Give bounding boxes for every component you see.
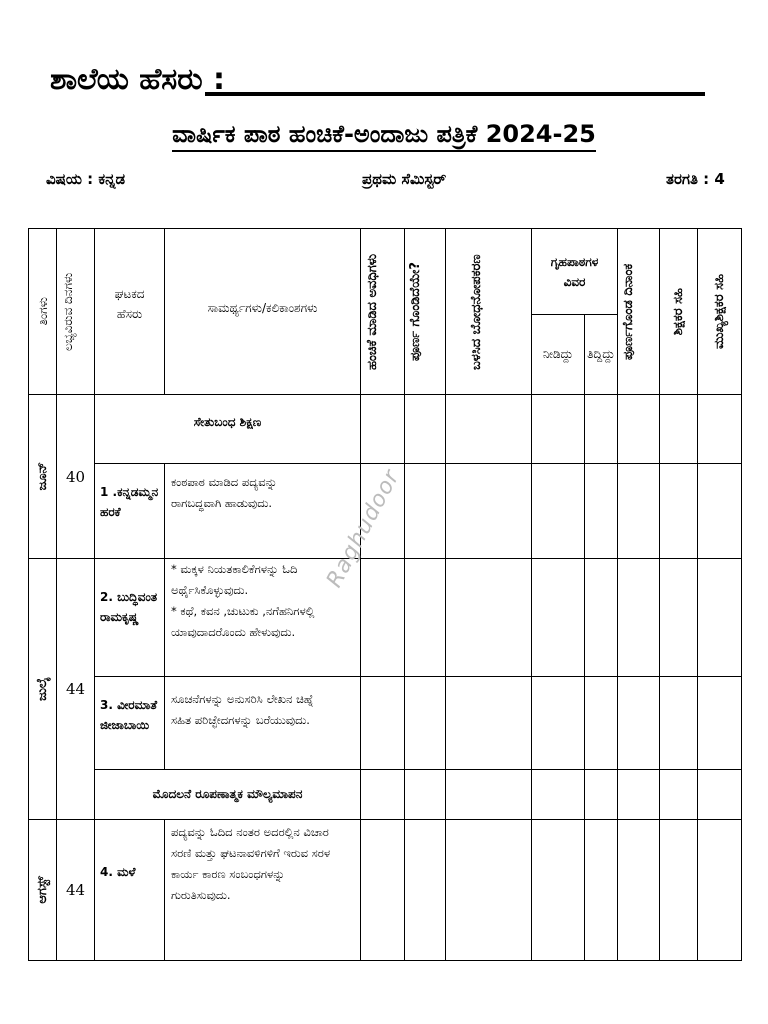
competency-line: ರಾಗಬದ್ಧವಾಗಿ ಹಾಡುವುದು.: [171, 496, 273, 510]
cell-empty: [698, 820, 742, 961]
cell-empty: [618, 820, 660, 961]
cell-empty: [405, 464, 446, 559]
month-june-text: ಜೂನ್: [35, 462, 50, 491]
grade-label: ತರಗತಿ : 4: [666, 170, 725, 188]
cell-empty: [585, 395, 618, 464]
header-completed: [405, 229, 446, 395]
unit-3-name: 3. ವೀರಮಾತೆ ಜೀಜಾಬಾಯಿ: [95, 677, 165, 770]
unit-4-competencies: [165, 820, 361, 961]
cell-empty: [532, 677, 585, 770]
header-completed-text: ಪೂರ್ಣ ಗೊಂಡಿದೆಯೇ?: [408, 262, 423, 361]
table-row: [29, 559, 742, 677]
cell-empty: [361, 559, 405, 677]
cell-empty: [660, 464, 698, 559]
cell-empty: [618, 559, 660, 677]
header-hm-sign-text: ಮುಖ್ಯಶಿಕ್ಷಕರ ಸಹಿ: [712, 273, 727, 349]
cell-empty: [660, 395, 698, 464]
competency-line: ಕಂಠಪಾಠ ಮಾಡಿದ ಪದ್ಯವನ್ನು: [171, 475, 278, 489]
bridge-course-text: ಸೇತುಬಂಧ ಶಿಕ್ಷಣ: [193, 415, 262, 429]
cell-empty: [585, 559, 618, 677]
unit-1-name: 1 .ಕನ್ನಡಮ್ಮನ ಹರಕೆ: [95, 464, 165, 559]
cell-empty: [698, 559, 742, 677]
month-july: [29, 559, 57, 820]
cell-empty: [446, 820, 532, 961]
header-homework-corrected-text: ತಿದ್ದಿದ್ದು: [587, 347, 615, 361]
days-june: [57, 395, 95, 559]
cell-empty: [532, 770, 585, 820]
header-tlm-text: ಬಳಸಿದ ಬೋಧನೋಪಕರಣ: [468, 253, 484, 370]
cell-empty: [532, 464, 585, 559]
cell-empty: [698, 395, 742, 464]
cell-empty: [361, 395, 405, 464]
month-august: [29, 820, 57, 961]
cell-empty: [698, 770, 742, 820]
unit-4-name: 4. ಮಳೆ: [95, 820, 165, 961]
competency-line: ಅರ್ಥೈಸಿಕೊಳ್ಳುವುದು.: [171, 583, 249, 597]
header-teacher-sign-text: ಶಿಕ್ಷಕರ ಸಹಿ: [671, 287, 686, 336]
cell-empty: [698, 677, 742, 770]
header-days: [57, 229, 95, 395]
cell-empty: [405, 395, 446, 464]
cell-empty: [446, 395, 532, 464]
document-title-text: ವಾರ್ಷಿಕ ಪಾಠ ಹಂಚಿಕೆ-ಅಂದಾಜು ಪತ್ರಿಕೆ 2024-25: [172, 120, 596, 152]
unit-1-competencies: [165, 464, 361, 559]
table-row: [29, 820, 742, 961]
header-unit: [95, 229, 165, 395]
cell-empty: [405, 820, 446, 961]
cell-empty: [660, 559, 698, 677]
competency-line: ಸೂಚನೆಗಳನ್ನು ಅನುಸರಿಸಿ ಲೇಖನ ಚಿಹ್ನೆ: [171, 692, 314, 706]
cell-empty: [532, 820, 585, 961]
cell-empty: [585, 677, 618, 770]
cell-empty: [361, 770, 405, 820]
cell-empty: [585, 464, 618, 559]
cell-empty: [361, 464, 405, 559]
header-competencies-text: ಸಾಮರ್ಥ್ಯಗಳು/ಕಲಿಕಾಂಶಗಳು: [207, 301, 318, 315]
header-month: [29, 229, 57, 395]
competency-line: ಸಹಿತ ಪರಿಚ್ಛೇದಗಳನ್ನು ಬರೆಯುವುದು.: [171, 713, 310, 727]
header-periods: [361, 229, 405, 395]
competency-line: * ಮಕ್ಕಳ ನಿಯತಕಾಲಿಕೆಗಳನ್ನು ಓದಿ: [171, 562, 298, 576]
days-august: [57, 820, 95, 961]
cell-empty: [361, 820, 405, 961]
header-completion-date-text: ಪೂರ್ಣಗೊಂಡ ದಿನಾಂಕ: [620, 263, 636, 360]
days-august-text: 44: [65, 881, 86, 899]
header-days-text: ಲಭ್ಯವಿರುವ ದಿನಗಳು: [60, 272, 75, 351]
header-homework-given: [532, 315, 585, 395]
cell-empty: [618, 770, 660, 820]
school-name-blank-line: [205, 92, 705, 96]
cell-empty: [446, 559, 532, 677]
lesson-plan-table: [28, 228, 742, 961]
month-july-text: ಜುಲೈ: [35, 677, 50, 701]
header-teacher-sign: [660, 229, 698, 395]
cell-empty: [618, 464, 660, 559]
unit-3-competencies: [165, 677, 361, 770]
cell-empty: [532, 395, 585, 464]
cell-empty: [532, 559, 585, 677]
cell-empty: [660, 770, 698, 820]
cell-empty: [585, 820, 618, 961]
cell-empty: [446, 770, 532, 820]
cell-empty: [446, 677, 532, 770]
competency-line: ಯಾವುದಾದರೊಂದು ಹೇಳುವುದು.: [171, 625, 296, 639]
header-month-text: ತಿಂಗಳು: [35, 297, 50, 326]
school-name-label: ಶಾಲೆಯ ಹೆಸರು :: [50, 62, 226, 97]
competency-line: ಗುರುತಿಸುವುದು.: [171, 888, 231, 902]
cell-empty: [698, 464, 742, 559]
header-homework-given-text: ನೀಡಿದ್ದು: [542, 347, 574, 361]
cell-empty: [361, 677, 405, 770]
month-june: [29, 395, 57, 559]
days-july-text: 44: [65, 680, 86, 698]
cell-empty: [405, 770, 446, 820]
days-june-text: 40: [65, 467, 86, 486]
header-completion-date: [618, 229, 660, 395]
cell-empty: [618, 677, 660, 770]
cell-empty: [618, 395, 660, 464]
watermark: Raghudoor: [322, 465, 405, 592]
unit-2-name: 2. ಬುದ್ಧಿವಂತ ರಾಮಕೃಷ್ಣ: [95, 559, 165, 677]
month-august-text: ಆಗಸ್ಟ್: [35, 876, 50, 904]
table-row: [29, 677, 742, 770]
header-hm-sign: [698, 229, 742, 395]
header-periods-text: ಹಂಚಿಕೆ ಮಾಡಿದ ಅವಧಿಗಳು: [364, 253, 380, 370]
formative-assessment-row: [95, 770, 361, 820]
cell-empty: [405, 677, 446, 770]
document-title: [0, 120, 768, 148]
cell-empty: [446, 464, 532, 559]
cell-empty: [585, 770, 618, 820]
days-july: [57, 559, 95, 820]
subject-label: ವಿಷಯ : ಕನ್ನಡ: [46, 170, 126, 188]
header-homework-text: ಗೃಹಪಾಠಗಳ ವಿವರ: [550, 254, 599, 289]
unit-2-competencies: [165, 559, 361, 677]
header-homework: [532, 229, 618, 315]
header-tlm: [446, 229, 532, 395]
cell-empty: [405, 559, 446, 677]
competency-line: ಪದ್ಯವನ್ನು ಓದಿದ ನಂತರ ಅದರಲ್ಲಿನ ವಿಚಾರ: [171, 825, 329, 839]
header-competencies: [165, 229, 361, 395]
competency-line: * ಕಥೆ, ಕವನ ,ಚುಟುಕು ,ನಗೆಹನಿಗಳಲ್ಲಿ: [171, 604, 315, 618]
table-row: [29, 464, 742, 559]
cell-empty: [660, 677, 698, 770]
competency-line: ಕಾರ್ಯ ಕಾರಣ ಸಂಬಂಧಗಳನ್ನು: [171, 867, 285, 881]
header-homework-corrected: [585, 315, 618, 395]
semester-label: ಪ್ರಥಮ ಸೆಮಿಸ್ಟರ್: [362, 170, 447, 188]
competency-line: ಸರಣಿ ಮತ್ತು ಘಟನಾವಳಿಗಳಿಗೆ ಇರುವ ಸರಳ: [171, 846, 331, 860]
bridge-course-row: [95, 395, 361, 464]
cell-empty: [660, 820, 698, 961]
formative-assessment-text: ಮೊದಲನೆ ರೂಪಣಾತ್ಮಕ ಮೌಲ್ಯಮಾಪನ: [152, 787, 303, 801]
header-unit-text: ಘಟಕದ ಹೆಸರು: [114, 287, 145, 321]
